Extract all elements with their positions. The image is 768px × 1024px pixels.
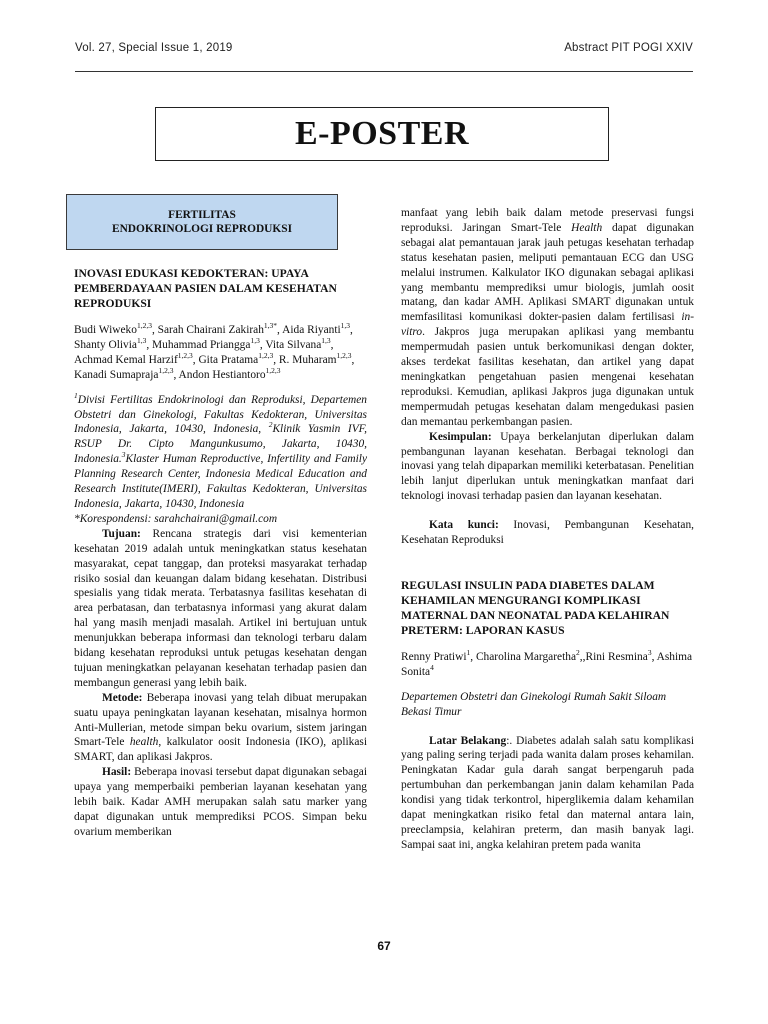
affil-text-1: Divisi Fertilitas Endokrinologi dan Reproduksi, Departemen Obstetri dan Ginekologi, Fakultas Kedokteran, Universitas Indonesia, Jakarta, 10430, Indonesia,	[74, 393, 367, 436]
latar-paragraph	[401, 734, 694, 853]
author-name: Sarah Chairani Zakirah	[157, 324, 264, 336]
author-name: Muhammad Priangga	[152, 338, 251, 351]
author-affiliation-sup: 3	[647, 648, 652, 658]
section-box-line1: FERTILITAS	[168, 209, 236, 221]
author-affiliation-sup: 1,2,3	[177, 351, 193, 361]
author-separator: ,	[173, 368, 179, 381]
metode-label: Metode:	[102, 691, 143, 704]
author-name: Kanadi Sumapraja	[74, 368, 159, 381]
author-name: Rini Resmina	[585, 650, 648, 663]
author-affiliation-sup: 1,2,3	[265, 365, 281, 375]
article1-affiliation	[74, 390, 367, 527]
left-column	[74, 194, 367, 840]
author-affiliation-sup: 1,3	[321, 336, 331, 346]
correspondence: *Korespondensi: sarahchairani@gmail.com	[74, 512, 278, 525]
author-separator: ,	[277, 324, 283, 336]
keywords-label: Kata kunci:	[429, 519, 499, 532]
section-box	[66, 194, 338, 250]
keywords-text: Inovasi, Pembangunan Kesehatan, Kesehatan Reproduksi	[401, 519, 694, 547]
affil-sup: 1	[74, 390, 78, 400]
author-affiliation-sup: 1,3	[250, 336, 260, 346]
cont-italic-health: Health	[571, 221, 603, 234]
affil-sup: 2	[268, 420, 273, 430]
journal-volume: Vol. 27, Special Issue 1, 2019	[75, 42, 233, 54]
author-name: Vita Silvana	[265, 338, 322, 351]
kesimpulan-paragraph	[401, 430, 694, 505]
e-poster-banner: E-POSTER	[155, 107, 609, 161]
author-affiliation-sup: 1,3*	[263, 321, 278, 331]
author-affiliation-sup: 1,3	[136, 336, 147, 346]
tujuan-text: Rencana strategis dari visi kementerian kesehatan 2019 adalah untuk meningkatkan status kesehatan masyarakat, cepat tanggap, dan proteksi masyarakat terhadap risiko sosial dan keuangan dalam bidang kesehatan. Distribusi spesialis yang tidak merata. Terbatasnya fasilitas kesehatan di area perbatasan, dan terbatasnya informasi yang akurat dalam hal yang masih menjadi masalah. Artikel ini bertujuan untuk menunjukkan beberapa informasi dan teknologi terbaru dalam bidang kesehatan reproduksi untuk petugas kesehatan dengan tujuan meningkatkan pelayanan kesehatan terhadap pasien dan membangun generasi yang lebih baik.	[74, 527, 367, 689]
tujuan-label: Tujuan:	[102, 527, 141, 540]
author-affiliation-sup: 1,2,3	[336, 351, 352, 361]
author-affiliation-sup: 1,2,3	[258, 351, 274, 361]
affil-text-2: Klinik Yasmin IVF, RSUP Dr. Cipto Mangunkusumo, Jakarta, 10430, Indonesia.	[74, 423, 367, 466]
author-affiliation-sup: 4	[430, 663, 434, 673]
metode-text-end: , kalkulator oosit Indonesia (IKO), aplikasi SMART, dan aplikasi Jakpros.	[74, 736, 367, 764]
affil-sup: 3	[121, 450, 126, 460]
kesimpulan-label: Kesimpulan:	[429, 430, 492, 443]
author-separator: ,,	[579, 650, 586, 663]
keywords-paragraph	[401, 518, 694, 548]
author-separator: ,	[330, 338, 334, 351]
metode-paragraph	[74, 691, 367, 766]
author-name: R. Muharam	[278, 353, 337, 366]
cont-text-c: . Jakpros juga merupakan aplikasi yang membantu mempermudah pasien untuk berkomunikasi dengan dokter, akses terdekat fasilitas kesehatan, dan artikel yang dapat meningkatkan pengetahuan pasien mengenai kesehatan reproduksi. Kemudian, aplikasi Jakpros juga digunakan untuk mempermudah petugas kesehatan dalam mengedukasi pasien dan memantau perkembangan pasien.	[401, 326, 694, 428]
article2-affiliation: Departemen Obstetri dan Ginekologi Rumah Sakit Siloam Bekasi Timur	[401, 690, 667, 718]
article2-title: REGULASI INSULIN PADA DIABETES DALAM KEHAMILAN MENGURANGI KOMPLIKASI MATERNAL DAN NEONATAL PADA KELAHIRAN PRETERM: LAPORAN KASUS	[401, 578, 670, 637]
latar-label: Latar Belakang	[429, 734, 507, 747]
author-affiliation-sup: 2	[576, 648, 580, 658]
author-affiliation-sup: 1,2,3	[136, 321, 152, 331]
author-separator: ,	[351, 353, 355, 366]
author-name: Shanty Olivia	[74, 338, 137, 351]
author-name: Budi Wiweko	[74, 324, 137, 336]
author-separator: ,	[146, 338, 153, 351]
hasil-text: Beberapa inovasi tersebut dapat digunakan sebagai upaya yang memperbaiki pemberian layanan kesehatan yang lebih baik. Kadar AMH merupakan salah satu marker yang dapat digunakan untuk memprediksi PCOS. Simpan beku ovarium memberikan	[74, 766, 367, 838]
metode-italic: health	[129, 736, 159, 749]
author-separator: ,	[151, 324, 158, 336]
right-column	[401, 206, 694, 853]
author-name: Renny Pratiwi	[401, 650, 467, 663]
author-affiliation-sup: 1,3	[340, 321, 351, 331]
latar-text: :. Diabetes adalah salah satu komplikasi yang paling sering terjadi pada wanita dalam proses kehamilan. Peningkatan Kadar gula darah sangat berpengaruh pada pertumbuhan dan perkembangan janin dalam kehamilan Pada kondisi yang tidak terkontrol, hiperglikemia dalam kehamilan dapat meningkatkan risiko fetal dan maternal antara lain, preeclampsia, kelahiran preterm, dan masih banyak lagi. Sampai saat ini, angka kelahiran pretem pada wanita	[401, 734, 694, 851]
header-rule	[75, 71, 693, 72]
hasil-continuation	[401, 206, 694, 430]
metode-text: Beberapa inovasi yang telah dibuat merupakan suatu upaya peningkatan layanan kesehatan, misalnya hormon Anti-Mullerian, metode simpan beku ovarium, sistem jaringan Smart-Tele	[74, 691, 367, 749]
section-box-line2: ENDOKRINOLOGI REPRODUKSI	[111, 223, 293, 235]
author-affiliation-sup: 1	[466, 648, 471, 658]
cont-italic-invitro: in-vitro	[401, 311, 694, 339]
hasil-label: Hasil:	[102, 766, 132, 779]
affil-text-3: Klaster Human Reproductive, Infertility and Family Planning Research Center, Indonesia Medical Education and Research Institute(IMERI), Fakultas Kedokteran, Universitas Indonesia, Jakarta, 10430, Indonesia	[74, 453, 367, 510]
author-separator: ,	[350, 324, 353, 336]
hasil-paragraph	[74, 765, 367, 840]
author-name: Gita Pratama	[198, 353, 259, 366]
author-separator: ,	[651, 650, 657, 663]
author-separator: ,	[273, 353, 279, 366]
article1-authors	[74, 323, 367, 383]
tujuan-paragraph	[74, 527, 367, 691]
article2-authors	[401, 650, 694, 680]
author-separator: ,	[470, 650, 476, 663]
author-name: Aida Riyanti	[282, 324, 341, 336]
cont-text-a: manfaat yang lebih baik dalam metode preservasi fungsi reproduksi. Jaringan Smart-Tele	[401, 207, 694, 234]
author-separator: ,	[192, 353, 199, 366]
author-name: Charolina Margaretha	[475, 650, 577, 663]
author-name: Ashima Sonita	[401, 650, 693, 678]
author-name: Achmad Kemal Harzif	[74, 353, 178, 366]
kesimpulan-text: Upaya berkelanjutan diperlukan dalam pembangunan layanan kesehatan. Berbagai teknologi dan inovasi yang telah dipaparkan memiliki keterbatasan. Penelitian lebih lanjut diperlukan untuk meningkatkan manfaat dari teknologi inovasi terhadap pasien dan layanan kesehatan.	[401, 430, 694, 503]
author-affiliation-sup: 1,2,3	[158, 365, 174, 375]
page-number: 67	[377, 939, 391, 953]
cont-text-b: dapat digunakan sebagai alat pemantauan jarak jauh petugas kesehatan terhadap status kesehatan pasien, meliputi pemantauan ECG dan USG melalui instrumen. Kalkulator IKO digunakan sebagai aplikasi yang membantu memprediksi umur biologis, jumlah oosit matang, dan kadar AMH. Aplikasi SMART digunakan untuk memfasilitasi komunikasi dokter-pasien dalam fertilisasi	[401, 221, 694, 324]
article1-title: INOVASI EDUKASI KEDOKTERAN: UPAYA PEMBERDAYAAN PASIEN DALAM KESEHATAN REPRODUKSI	[74, 267, 337, 310]
author-separator: ,	[259, 338, 266, 351]
author-name: Andon Hestiantoro	[178, 368, 266, 381]
journal-section: Abstract PIT POGI XXIV	[564, 42, 693, 54]
